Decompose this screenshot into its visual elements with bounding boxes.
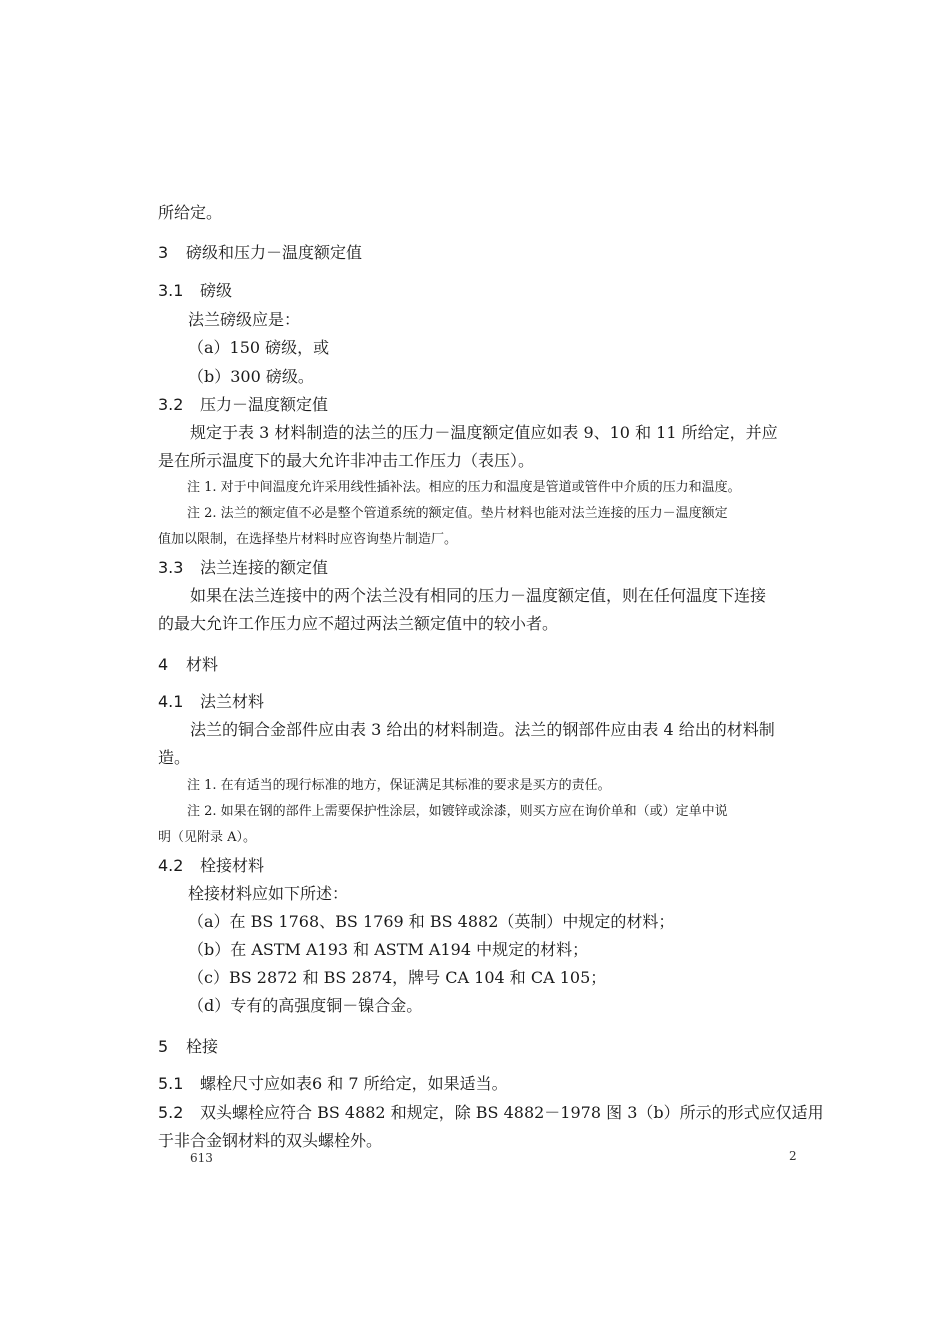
- list-item: （d）专有的高强度铜－镍合金。: [188, 996, 423, 1015]
- section-3-2-heading: [158, 392, 328, 415]
- list-item: （c）BS 2872 和 BS 2874，牌号 CA 104 和 CA 105；: [188, 968, 607, 987]
- section-title: 磅级: [200, 281, 233, 300]
- document-page: 所给定。 3 磅级和压力－温度额定值 3.1 磅级 法兰磅级应是： （a）150 磅级，或 （b）300 磅级。 3.2 压力－温度额定值 规定于表 3 材料制造的法兰的压力－温度额定值应如表 9、10 和 11 所给定，并应 是在所示温度下的最大允许非冲击工作压力（表压）。 注 1. 对于中间温度允许采用线性插补法。相应的压力和温度是管道或管件中介质的压力和温度。 注 2. 法兰的额定值不必是整个管道系统的额定值。垫片材料也能对法兰连接的压力－温度额定 值加以限制，在选择垫片材料时应咨询垫片制造厂。 3.3 法兰连接的额定值 如果在法兰连接中的两个法兰没有相同的压力－温度额定值，则在任何温度下连接 的最大允许工作压力应不超过两法兰额定值中的较小者。 4 材料 4.1 法兰材料 法兰的铜合金部件应由表 3 给出的材料制造。法兰的钢部件应由表 4 给出的材料制 造。 注 1. 在有适当的现行标准的地方，保证满足其标准的要求是买方的责任。 注 2. 如果在钢的部件上需要保护性涂层，如镀锌或涂漆，则买方应在询价单和（或）定单中说 明（见附录 A）。 4.2 栓接材料 栓接材料应如下所述： （a）在 BS 1768、BS 1769 和 BS 4882（英制）中规定的材料； （b）在 ASTM A193 和 ASTM A194 中规定的材料； （c）BS 2872 和 BS 2874，牌号 CA 104 和 CA 105； （d）专有的高强度铜－镍合金。 5 栓接 5.1 螺栓尺寸应如表6 和 7 所给定，如果适当。 5.2 双头螺栓应符合 BS 4882 和规定，除 BS 4882－1978 图 3（b）所示的形式应仅适用 于非合金钢材料的双头螺栓外。 2 613: [0, 0, 950, 1344]
- section-number: 3.2: [158, 395, 184, 414]
- section-title: 材料: [186, 655, 219, 674]
- section-number: 4: [158, 655, 169, 674]
- list-item: （b）300 磅级。: [188, 367, 314, 386]
- section-title: 栓接材料: [200, 856, 265, 875]
- section-title: 磅级和压力－温度额定值: [186, 243, 363, 262]
- section-number: 3: [158, 243, 169, 262]
- section-3-3-heading: [158, 555, 328, 578]
- paragraph: 螺栓尺寸应如表6 和 7 所给定，如果适当。: [200, 1074, 508, 1093]
- section-5-1: [158, 1071, 508, 1094]
- section-number: 4.2: [158, 856, 184, 875]
- section-title: 法兰连接的额定值: [200, 558, 329, 577]
- paragraph: 栓接材料应如下所述：: [188, 884, 349, 903]
- section-5-2: [158, 1100, 824, 1123]
- section-4-2-heading: [158, 853, 264, 876]
- list-item: （a）150 磅级，或: [188, 338, 330, 357]
- section-number: 4.1: [158, 692, 184, 711]
- section-4-heading: [158, 652, 218, 675]
- paragraph: 法兰磅级应是：: [188, 310, 301, 329]
- section-number: 5.1: [158, 1074, 184, 1093]
- list-item: （a）在 BS 1768、BS 1769 和 BS 4882（英制）中规定的材料；: [188, 912, 675, 931]
- section-title: 压力－温度额定值: [200, 395, 329, 414]
- section-3-1-heading: [158, 278, 232, 301]
- section-4-1-heading: [158, 689, 264, 712]
- section-title: 法兰材料: [200, 692, 265, 711]
- footer-fragment: 613: [190, 1151, 213, 1165]
- list-item: （b）在 ASTM A193 和 ASTM A194 中规定的材料；: [188, 940, 589, 959]
- section-number: 3.3: [158, 558, 184, 577]
- section-title: 栓接: [186, 1037, 219, 1056]
- page-number: 2: [789, 1149, 797, 1163]
- section-number: 5: [158, 1037, 169, 1056]
- section-3-heading: [158, 240, 362, 263]
- paragraph: 双头螺栓应符合 BS 4882 和规定，除 BS 4882－1978 图 3（b）所示的形式应仅适用: [200, 1103, 824, 1122]
- section-number: 3.1: [158, 281, 184, 300]
- section-5-heading: [158, 1034, 218, 1057]
- section-number: 5.2: [158, 1103, 184, 1122]
